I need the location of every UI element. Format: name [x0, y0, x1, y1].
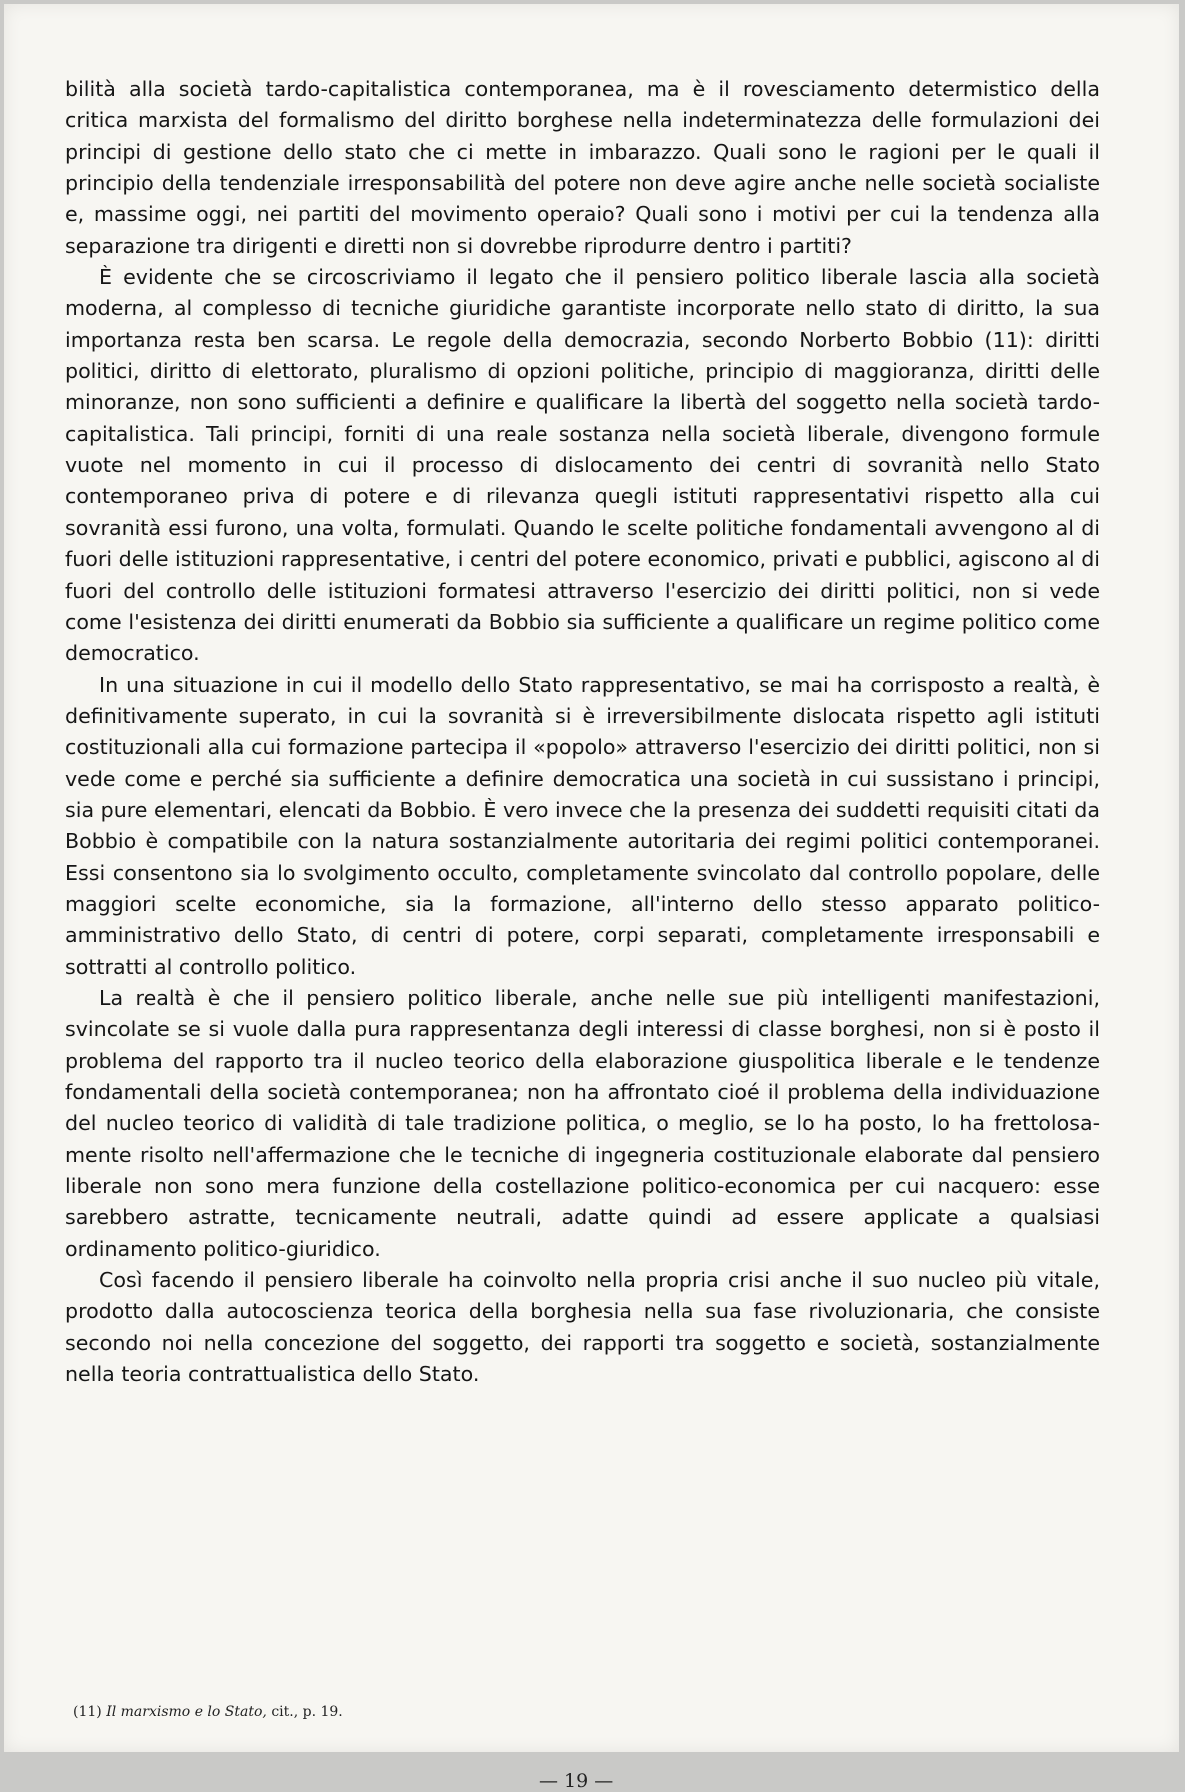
footnote: [73, 1704, 343, 1720]
paragraph-5: Così facendo il pensiero liberale ha coinvolto nella propria crisi anche il suo nucleo più vitale, prodotto dalla autocoscienza teorica della borghesia nella sua fase rivoluzionaria, che consiste secondo noi nella concezione del soggetto, dei rapporti tra soggetto e società, sostanzialmente nella teoria contrattualistica dello Stato.: [65, 1268, 1100, 1387]
paragraph-3: In una situazione in cui il modello dello Stato rappresentativo, se mai ha corrisposto a realtà, è definitivamente superato, in cui la sovranità si è irreversibilmente dislocata rispetto agli istituti costituzionali alla cui formazione partecipa il «popolo» attraverso l'esercizio dei diritti politici, non si vede come e perché sia sufficiente a definire democratica una società in cui sussistano i principi, sia pure elementari, elencati da Bobbio. È vero invece che la presenza dei suddetti requisiti citati da Bobbio è compatibile con la natura sostanzialmente autoritaria dei regimi politici contemporanei. Essi consentono sia lo svolgimento occulto, completamente svincolato dal controllo popolare, delle maggiori scelte economiche, sia la formazione, all'interno dello stesso apparato politico-amministrativo dello Stato, di centri di potere, corpi separati, completamente irresponsabili e sottratti al controllo politico.: [65, 672, 1100, 979]
paragraph-4: La realtà è che il pensiero politico liberale, anche nelle sue più intelligenti manifestazioni, svincolate se si vuole dalla pura rappresentanza degli interessi di classe borghesi, non si è posto il problema del rapporto tra il nucleo teorico della elaborazione giuspolitica liberale e le tendenze fondamentali della società contemporanea; non ha affrontato cioé il problema della individuazione del nucleo teorico di validità di tale tradizione politica, o meglio, se lo ha posto, lo ha frettolosamente risolto nell'affermazione che le tecniche di ingegneria costituzionale elaborate dal pensiero liberale non sono mera funzione della costellazione politico-economica per cui nacquero: esse sarebbero astratte, tecnicamente neutrali, adatte quindi ad essere applicate a qualsiasi ordinamento politico-giuridico.: [65, 985, 1100, 1261]
footnote-number: (11): [73, 1704, 102, 1720]
footnote-title: Il marxismo e lo Stato,: [106, 1704, 267, 1720]
footnote-reference: cit., p. 19.: [271, 1704, 343, 1720]
document-page: [4, 4, 1179, 1792]
paragraph-2: È evidente che se circoscriviamo il legato che il pensiero politico liberale lascia alla società moderna, al complesso di tecniche giuridiche garantiste incorporate nello stato di diritto, la sua importanza resta ben scarsa. Le regole della democrazia, secondo Norberto Bobbio (11): diritti politici, diritto di elettorato, pluralismo di opzioni politiche, principio di maggioranza, diritti delle minoranze, non sono sufficienti a definire e qualificare la libertà del soggetto nella società tardo-capitalistica. Tali principi, forniti di una reale sostanza nella società liberale, divengono formule vuote nel momento in cui il processo di dislocamento dei centri di sovranità nello Stato contemporaneo priva di potere e di rilevanza quegli istituti rappresentativi rispetto alla cui sovranità essi furono, una volta, formulati. Quando le scelte politiche fondamentali avvengono al di fuori delle istituzioni rappresentative, i centri del potere economico, privati e pubblici, agiscono al di fuori del controllo delle istituzioni formatesi attraverso l'esercizio dei diritti politici, non si vede come l'esistenza dei diritti enumerati da Bobbio sia sufficiente a qualificare un regime politico come democratico.: [65, 265, 1100, 666]
page-number: — 19 —: [539, 1770, 614, 1792]
main-text: [65, 74, 1100, 1390]
paragraph-1: bilità alla società tardo-capitalistica contemporanea, ma è il rovesciamento determistico della critica marxista del formalismo del diritto borghese nella indeterminatezza delle formulazioni dei principi di gestione dello stato che ci mette in imbarazzo. Quali sono le ragioni per le quali il principio della tendenziale irresponsabilità del potere non deve agire anche nelle società socialiste e, massime oggi, nei partiti del movimento operaio? Quali sono i motivi per cui la tendenza alla separazione tra dirigenti e diretti non si dovrebbe riprodurre dentro i partiti?: [65, 77, 1100, 258]
